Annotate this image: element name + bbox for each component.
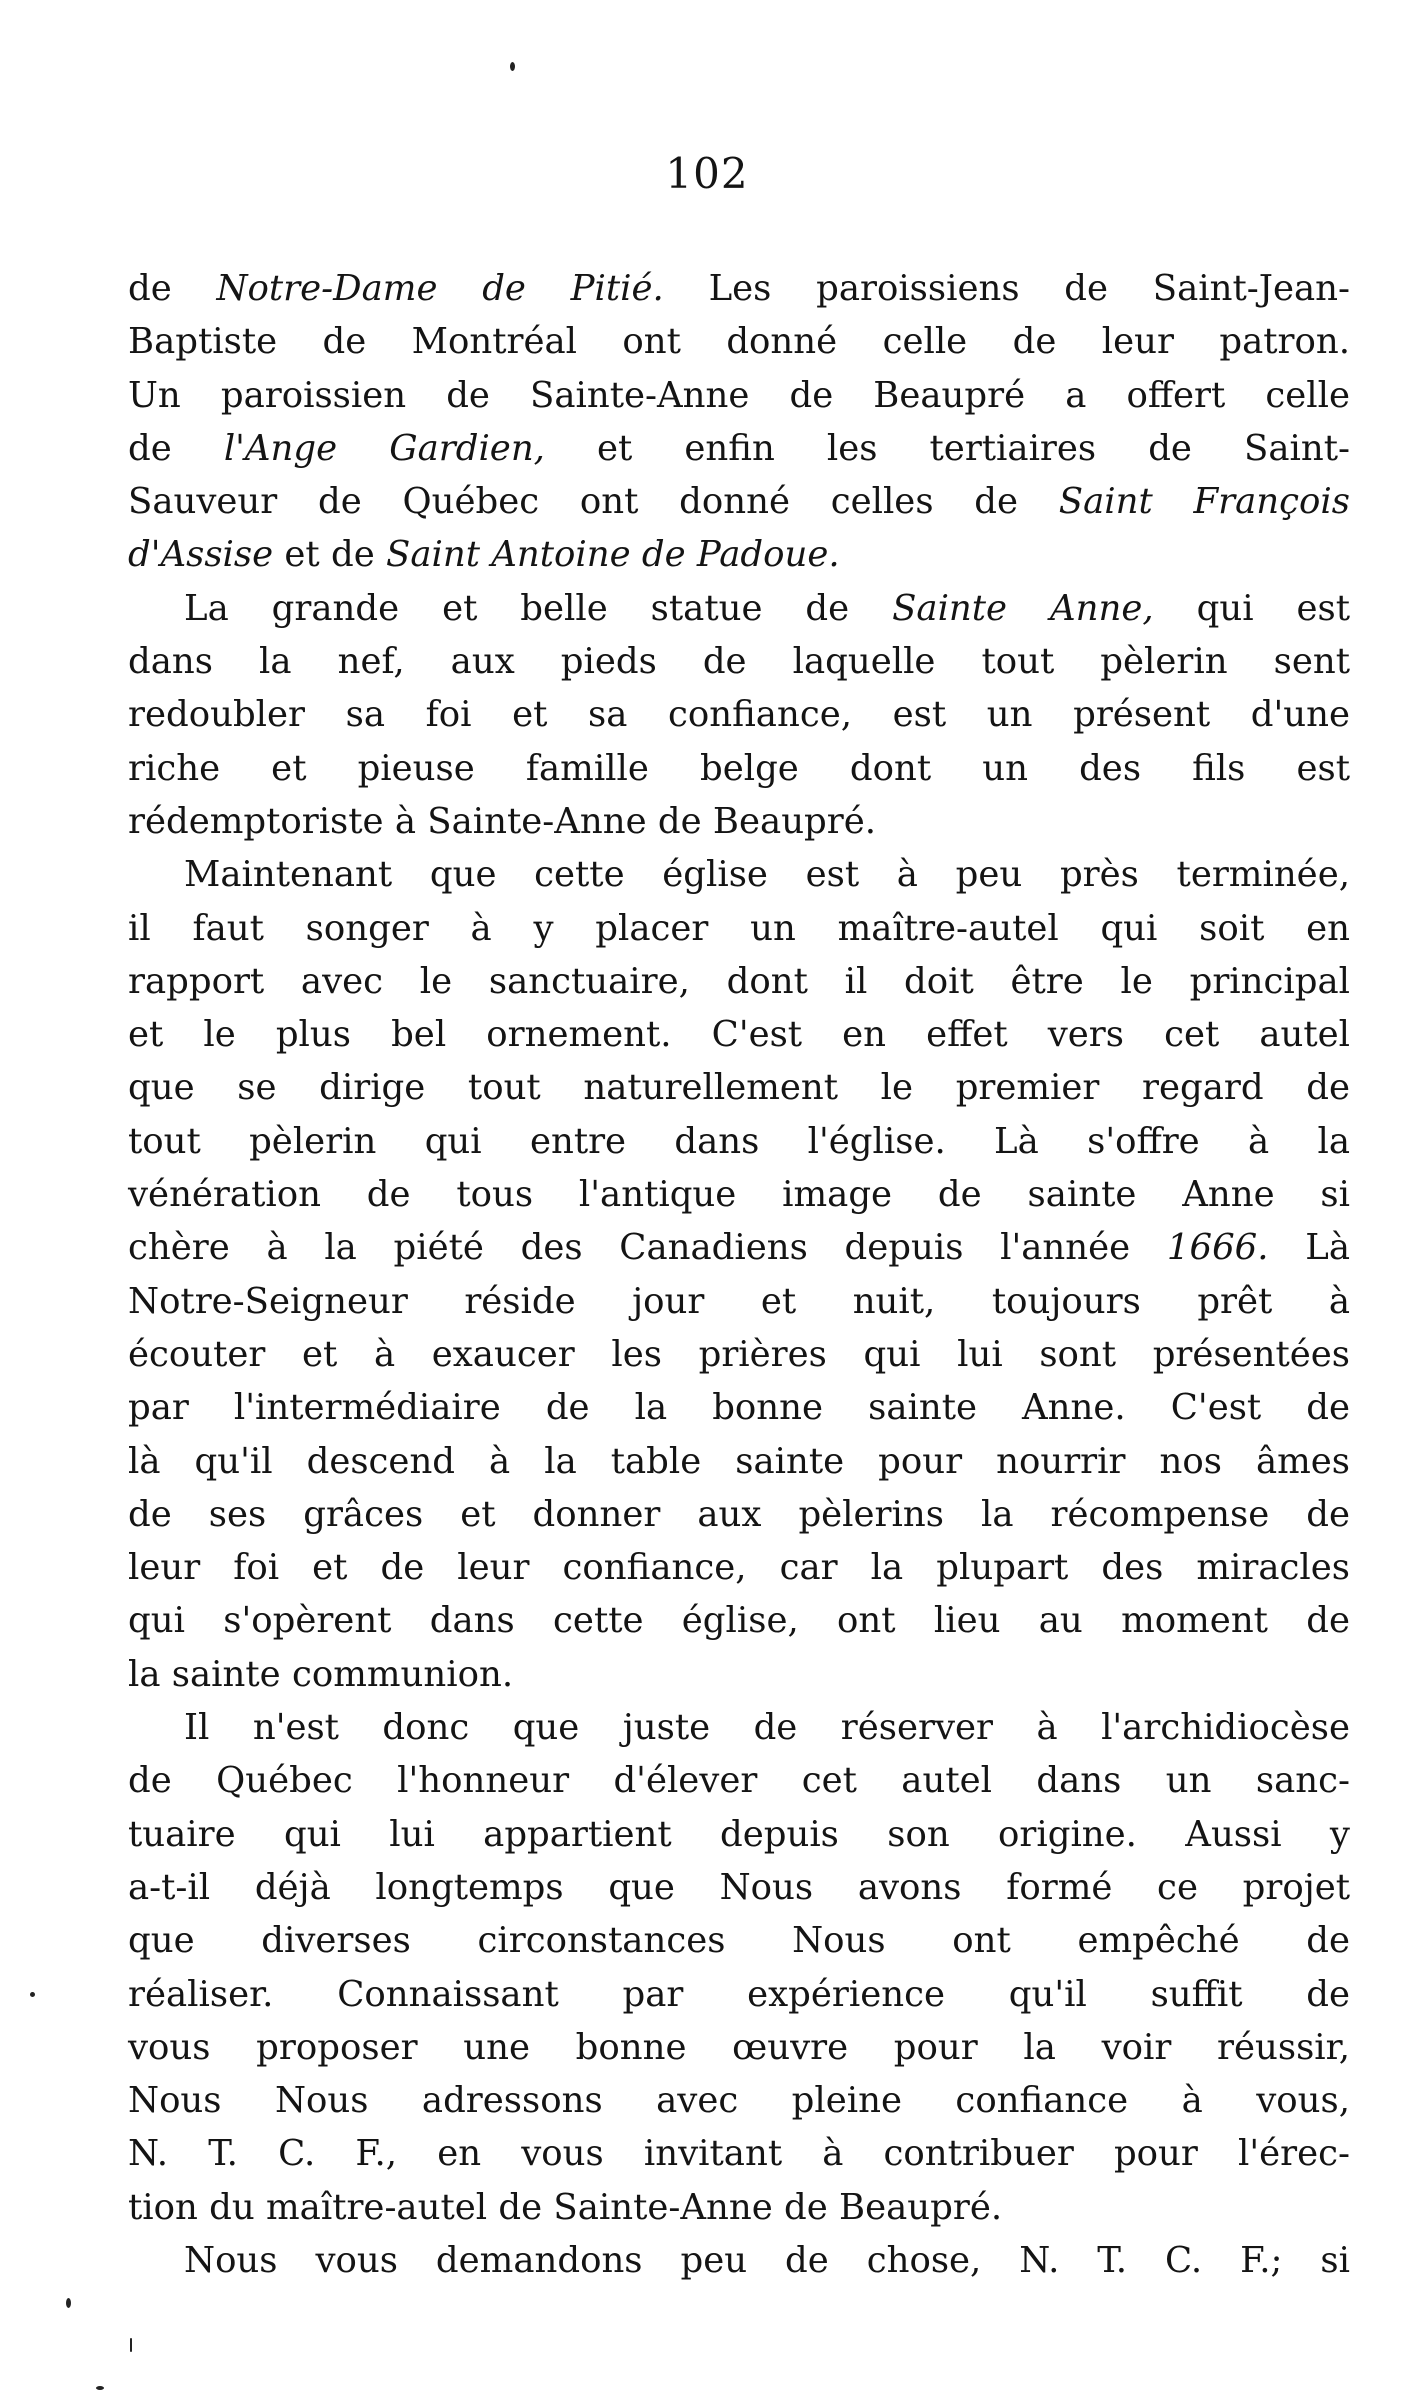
text-segment: Nous vous demandons peu de chose, N. T. C. F.; si: [184, 2239, 1350, 2281]
scan-speck: [30, 1992, 35, 1997]
text-line: [128, 955, 1350, 1008]
italic-text: l'Ange Gardien,: [223, 427, 545, 469]
text-segment: de ses grâces et donner aux pèlerins la récompense de: [128, 1493, 1350, 1535]
text-segment: par l'intermédiaire de la bonne sainte Anne. C'est de: [128, 1387, 1350, 1429]
text-segment: que diverses circonstances Nous ont empêché de: [128, 1920, 1350, 1962]
text-segment: La grande et belle statue de: [184, 587, 893, 629]
text-line: [128, 742, 1350, 795]
text-segment: de: [128, 268, 217, 309]
text-segment: rapport avec le sanctuaire, dont il doit être le principal: [128, 960, 1350, 1002]
text-segment: tuaire qui lui appartient depuis son origine. Aussi y: [128, 1813, 1350, 1855]
text-line: [128, 1328, 1350, 1381]
text-segment: vénération de tous l'antique image de sainte Anne si: [128, 1174, 1350, 1216]
text-segment: chère à la piété des Canadiens depuis l'année: [128, 1227, 1167, 1269]
text-segment: Maintenant que cette église est à peu près terminée,: [184, 854, 1350, 896]
text-segment: Un paroissien de Sainte-Anne de Beaupré a offert celle: [128, 374, 1350, 416]
text-segment: N. T. C. F., en vous invitant à contribuer pour l'érec-: [128, 2133, 1350, 2175]
text-segment: vous proposer une bonne œuvre pour la voir réussir,: [128, 2026, 1350, 2068]
text-segment: Il n'est donc que juste de réserver à l'archidiocèse: [184, 1707, 1350, 1749]
text-line: [128, 1754, 1350, 1807]
text-segment: là qu'il descend à la table sainte pour nourrir nos âmes: [128, 1440, 1350, 1482]
text-line: [128, 2234, 1350, 2287]
text-segment: Là: [1268, 1227, 1350, 1269]
text-segment: que se dirige tout naturellement le premier regard de: [128, 1067, 1350, 1109]
text-line: [128, 1861, 1350, 1914]
text-line: [128, 1435, 1350, 1488]
italic-text: Saint Antoine de Padoue.: [386, 534, 840, 576]
text-line: [128, 1381, 1350, 1434]
text-line: [128, 262, 1350, 315]
text-line: [128, 1968, 1350, 2021]
italic-text: Notre-Dame de Pitié.: [216, 268, 664, 309]
scan-speck: [130, 2338, 132, 2352]
text-line: [128, 369, 1350, 422]
text-line: [128, 1808, 1350, 1861]
text-segment: écouter et à exaucer les prières qui lui sont présentées: [128, 1333, 1350, 1375]
text-line: [128, 2021, 1350, 2074]
text-line: [128, 1594, 1350, 1647]
text-segment: tion du maître-autel de Sainte-Anne de Beaupré.: [128, 2186, 1003, 2228]
body-text: [128, 262, 1350, 2287]
text-segment: riche et pieuse famille belge dont un des fils est: [128, 747, 1350, 789]
text-line: [128, 2181, 1350, 2234]
text-segment: Nous Nous adressons avec pleine confiance à vous,: [128, 2080, 1350, 2122]
text-segment: leur foi et de leur confiance, car la plupart des miracles: [128, 1547, 1350, 1589]
page-number: 102: [665, 149, 749, 198]
text-line: [128, 2074, 1350, 2127]
text-segment: de: [128, 427, 224, 469]
text-line: [128, 1008, 1350, 1061]
text-segment: et enfin les tertiaires de Saint-: [544, 427, 1350, 469]
text-segment: Sauveur de Québec ont donné celles de: [128, 481, 1059, 523]
text-segment: réaliser. Connaissant par expérience qu'il suffit de: [128, 1973, 1350, 2015]
text-line: [128, 1914, 1350, 1967]
text-line: [128, 475, 1350, 528]
text-line: [128, 2127, 1350, 2180]
text-line: [128, 528, 1350, 581]
text-segment: a-t-il déjà longtemps que Nous avons formé ce projet: [128, 1866, 1350, 1908]
text-line: [128, 1701, 1350, 1754]
text-line: [128, 795, 1350, 848]
text-line: [128, 1541, 1350, 1594]
text-line: [128, 902, 1350, 955]
italic-text: d'Assise: [128, 534, 274, 576]
text-segment: dans la nef, aux pieds de laquelle tout pèlerin sent: [128, 641, 1350, 683]
text-segment: de Québec l'honneur d'élever cet autel dans un sanc-: [128, 1760, 1350, 1802]
text-line: [128, 1221, 1350, 1274]
text-segment: Notre-Seigneur réside jour et nuit, toujours prêt à: [128, 1280, 1350, 1322]
text-line: [128, 1648, 1350, 1701]
text-segment: Les paroissiens de Saint-Jean-: [663, 268, 1350, 309]
text-segment: Baptiste de Montréal ont donné celle de leur patron.: [128, 321, 1350, 363]
text-segment: il faut songer à y placer un maître-autel qui soit en: [128, 907, 1350, 949]
text-segment: qui est: [1153, 587, 1350, 629]
text-line: [128, 315, 1350, 368]
text-line: [128, 688, 1350, 741]
italic-text: Saint François: [1058, 481, 1350, 523]
text-line: [128, 422, 1350, 475]
text-line: [128, 1275, 1350, 1328]
text-segment: et de: [273, 534, 387, 576]
scan-speck: [96, 2386, 104, 2390]
text-line: [128, 582, 1350, 635]
text-segment: tout pèlerin qui entre dans l'église. Là s'offre à la: [128, 1120, 1350, 1162]
text-line: [128, 848, 1350, 901]
text-segment: rédemptoriste à Sainte-Anne de Beaupré.: [128, 800, 877, 842]
scan-speck: [510, 62, 515, 71]
scan-speck: [66, 2298, 71, 2308]
italic-text: 1666.: [1166, 1227, 1269, 1269]
text-segment: redoubler sa foi et sa confiance, est un présent d'une: [128, 694, 1350, 736]
text-line: [128, 1488, 1350, 1541]
text-line: [128, 1115, 1350, 1168]
text-segment: la sainte communion.: [128, 1653, 514, 1695]
text-line: [128, 1061, 1350, 1114]
text-segment: qui s'opèrent dans cette église, ont lieu au moment de: [128, 1600, 1350, 1642]
text-line: [128, 1168, 1350, 1221]
text-segment: et le plus bel ornement. C'est en effet vers cet autel: [128, 1014, 1350, 1056]
italic-text: Sainte Anne,: [892, 587, 1154, 629]
text-line: [128, 635, 1350, 688]
